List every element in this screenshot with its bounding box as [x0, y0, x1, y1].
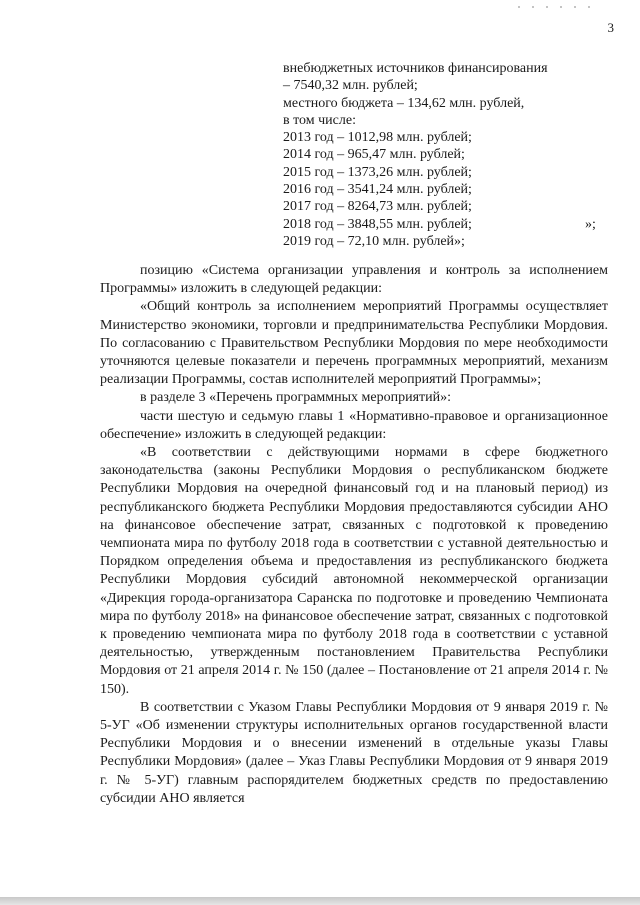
funding-line: – 7540,32 млн. рублей;	[283, 78, 418, 94]
funding-breakdown	[283, 60, 613, 250]
paragraph-section-3: в разделе 3 «Перечень программных мероприятий»:	[140, 390, 452, 406]
document-body	[100, 262, 608, 808]
funding-line-2016: 2016 год – 3541,24 млн. рублей;	[283, 182, 472, 198]
funding-line-2018-text: 2018 год – 3848,55 млн. рублей;	[283, 216, 472, 232]
funding-line-2014: 2014 год – 965,47 млн. рублей;	[283, 147, 465, 163]
funding-line-2018	[283, 216, 613, 233]
closing-quote: »;	[585, 216, 596, 232]
funding-line-2017: 2017 год – 8264,73 млн. рублей;	[283, 199, 472, 215]
paragraph-control-text: «Общий контроль за исполнением мероприятий Программы осуществляет Министерство экономики, торговли и предпринимательства Республики Мордовия. По согласованию с Правительством Республики Мордовия по мере необходимости уточняются целевые показатели и перечень программных мероприятий, механизм реализации Программы, состав исполнителей мероприятий Программы»;	[100, 299, 608, 388]
paragraph-chapter-1-parts: части шестую и седьмую главы 1 «Нормативно-правовое и организационное обеспечение» изложить в следующей редакции:	[100, 408, 608, 442]
paragraph-subsidies: «В соответствии с действующими нормами в сфере бюджетного законодательства (законы Республики Мордовия о республиканском бюджете Республики Мордовия на очередной финансовый год и на плановый период) из республиканского бюджета Республики Мордовия предоставляются субсидии АНО на финансовое обеспечение затрат, связанных с подготовкой к проведению чемпионата мира по футболу 2018 года в соответствии с уставной деятельностью и Порядком определения объема и предоставления из республиканского бюджета Республики Мордовия субсидий автономной некоммерческой организации «Дирекция города-организатора Саранска по подготовке и проведению Чемпионата мира по футболу 2018» на финансовое обеспечение затрат, связанных с подготовкой к проведению чемпионата мира по футболу 2018 года в соответствии с уставной деятельностью, утвержденным постановлением Правительства Республики Мордовия от 21 апреля 2014 г. № 150 (далее – Постановление от 21 апреля 2014 г. № 150).	[100, 445, 608, 697]
funding-line-2015: 2015 год – 1373,26 млн. рублей;	[283, 164, 472, 180]
funding-line: внебюджетных источников финансирования	[283, 61, 548, 76]
scan-artifact	[512, 4, 602, 10]
page-number: 3	[607, 20, 614, 35]
funding-line-2013: 2013 год – 1012,98 млн. рублей;	[283, 130, 472, 146]
funding-line: местного бюджета – 134,62 млн. рублей,	[283, 95, 525, 111]
funding-line-2019: 2019 год – 72,10 млн. рублей»;	[283, 233, 465, 249]
paragraph-decree: В соответствии с Указом Главы Республики Мордовия от 9 января 2019 г. № 5-УГ «Об изменении структуры исполнительных органов государственной власти Республики Мордовия и о внесении изменений в отдельные указы Главы Республики Мордовия» (далее – Указ Главы Республики Мордовия от 9 января 2019 г. № 5-УГ) главным распорядителем бюджетных средств по предоставлению субсидии АНО является	[100, 699, 608, 806]
funding-line: в том числе:	[283, 112, 356, 128]
scan-bottom-edge	[0, 897, 640, 905]
paragraph-control-position: позицию «Система организации управления и контроль за исполнением Программы» изложить в следующей редакции:	[100, 263, 608, 297]
